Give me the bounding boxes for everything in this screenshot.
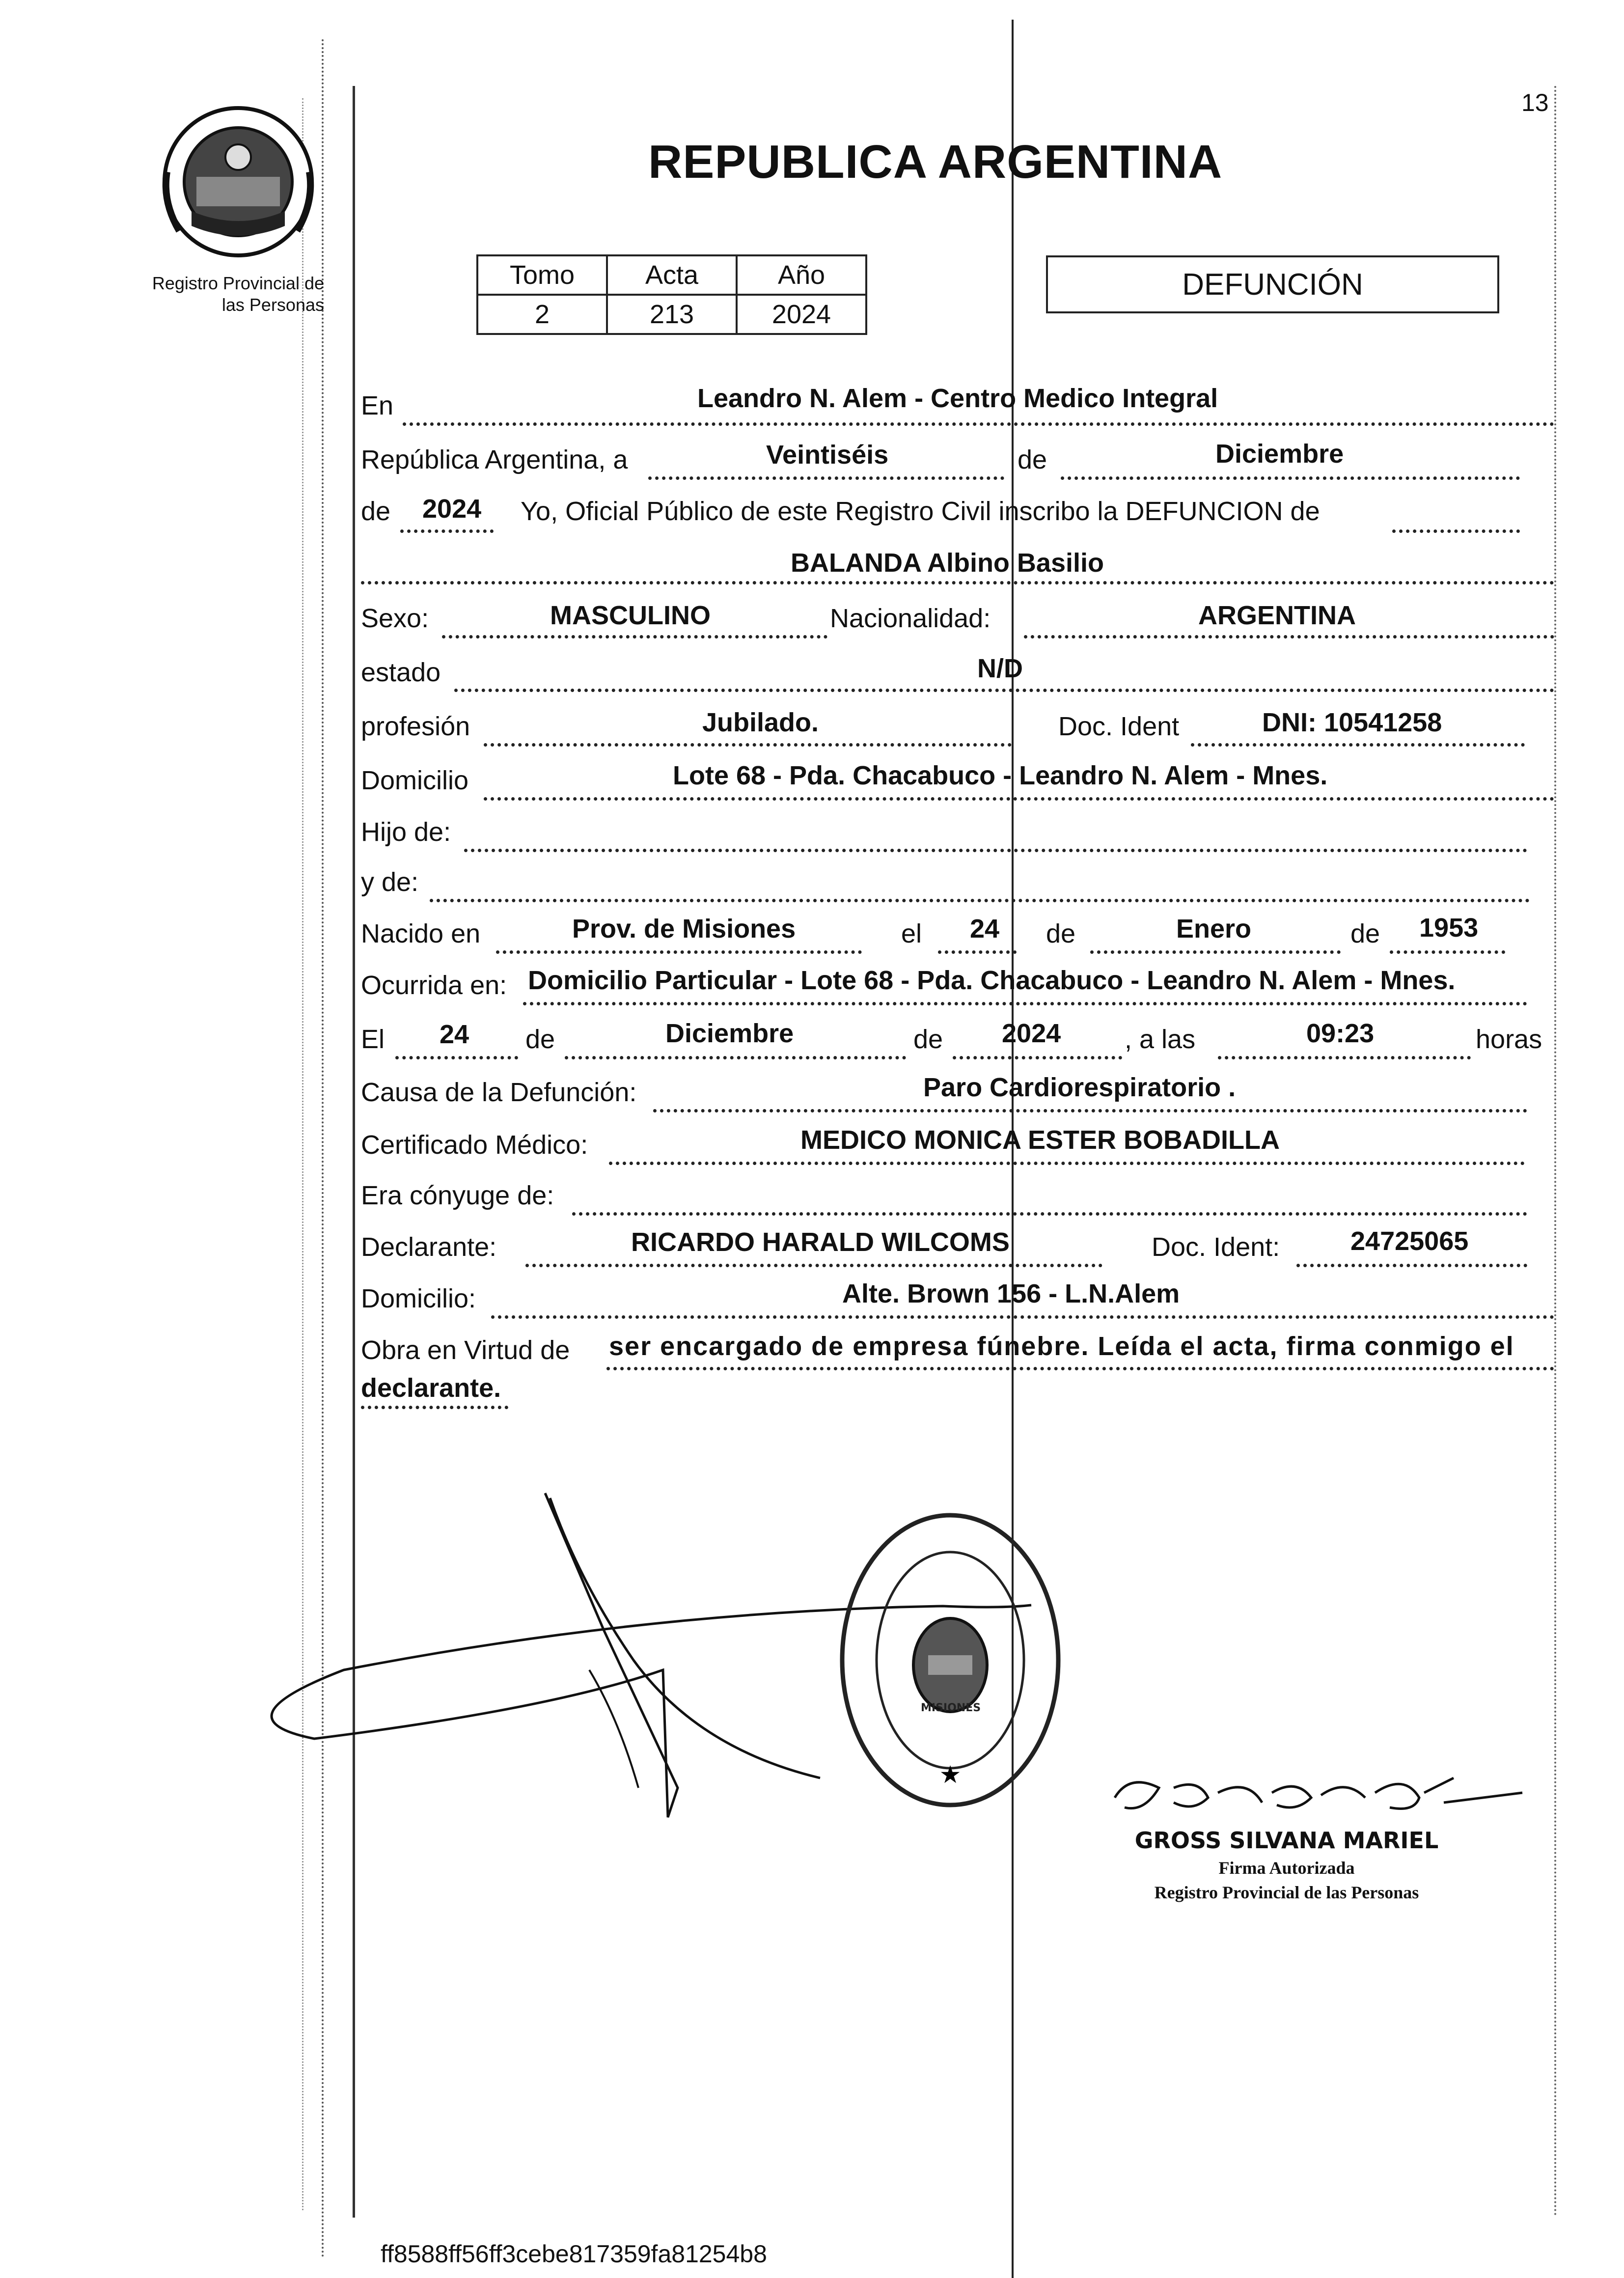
document-hash: ff8588ff56ff3cebe817359fa81254b8	[381, 2240, 767, 2268]
year-prefix-label: de	[361, 497, 391, 526]
officer-dotted-line	[1392, 529, 1520, 533]
death-time-dotted-line	[1218, 1056, 1471, 1059]
republica-label: República Argentina, a	[361, 445, 628, 474]
causa-value: Paro Cardiorespiratorio .	[923, 1073, 1236, 1102]
certificado-dotted-line	[609, 1162, 1525, 1165]
death-year-dotted-line	[953, 1056, 1122, 1059]
en-label: En	[361, 391, 394, 420]
certificado-value: MEDICO MONICA ESTER BOBADILLA	[800, 1125, 1280, 1155]
stamp-inner-text: MISIONES	[921, 1702, 981, 1714]
decl-domicilio-dotted-line	[491, 1315, 1554, 1319]
form-left-border	[353, 86, 355, 2218]
ref-header-tomo: Tomo	[477, 255, 607, 295]
en-value: Leandro N. Alem - Centro Medico Integral	[697, 384, 1218, 413]
registry-caption-line2: las Personas	[221, 295, 324, 315]
birth-year: 1953	[1419, 913, 1479, 943]
record-type-box	[1046, 255, 1499, 313]
profesion-label: profesión	[361, 712, 470, 741]
province-emblem-logo	[157, 103, 319, 260]
estado-dotted-line	[454, 689, 1554, 692]
yde-label: y de:	[361, 867, 419, 897]
sexo-dotted-line	[442, 635, 827, 639]
horas-label: horas	[1476, 1025, 1542, 1054]
doc-ident-label: Doc. Ident	[1058, 712, 1180, 741]
estado-value: N/D	[977, 654, 1023, 683]
ocurrida-value: Domicilio Particular - Lote 68 - Pda. Chacabuco - Leandro N. Alem - Mnes.	[528, 966, 1456, 995]
month-dotted-line	[1061, 476, 1520, 480]
obra-label: Obra en Virtud de	[361, 1335, 570, 1365]
obra-value-line2: declarante.	[361, 1373, 501, 1403]
domicilio-label: Domicilio	[361, 766, 469, 795]
conyuge-dotted-line	[572, 1212, 1527, 1216]
ref-header-acta: Acta	[607, 255, 737, 295]
hijo-dotted-line	[464, 849, 1527, 852]
birth-day: 24	[970, 914, 1000, 944]
domicilio-dotted-line	[484, 797, 1554, 801]
registry-caption-line1: Registro Provincial de	[152, 273, 324, 293]
sexo-value: MASCULINO	[550, 601, 711, 630]
day-value: Veintiséis	[766, 440, 889, 470]
authority-office: Registro Provincial de las Personas	[1154, 1883, 1419, 1902]
birth-de1-label: de	[1046, 919, 1076, 948]
nacionalidad-label: Nacionalidad:	[830, 604, 991, 633]
nacionalidad-dotted-line	[1024, 635, 1554, 639]
birth-de2-label: de	[1350, 919, 1380, 948]
decl-doc-value: 24725065	[1350, 1226, 1469, 1256]
reference-table	[476, 254, 867, 335]
deceased-name: BALANDA Albino Basilio	[791, 548, 1104, 578]
day-dotted-line	[648, 476, 1004, 480]
nacido-label: Nacido en	[361, 919, 481, 948]
officer-text: Yo, Oficial Público de este Registro Civil inscribo la DEFUNCION de	[521, 497, 1320, 526]
death-el-label: El	[361, 1025, 385, 1054]
left-perforation	[322, 39, 324, 2259]
authority-signature	[1100, 1758, 1532, 1832]
page-number: 13	[1521, 89, 1549, 116]
birth-el-label: el	[901, 919, 922, 948]
decl-domicilio-label: Domicilio:	[361, 1284, 476, 1313]
declarante-label: Declarante:	[361, 1232, 497, 1262]
death-year: 2024	[1002, 1019, 1061, 1048]
ocurrida-label: Ocurrida en:	[361, 971, 507, 1000]
ref-value-tomo: 2	[477, 295, 607, 334]
left-perforation-secondary	[302, 98, 303, 2210]
year-value: 2024	[422, 494, 482, 524]
ref-value-anio: 2024	[737, 295, 866, 334]
birth-month-dotted-line	[1090, 950, 1341, 954]
registry-caption	[118, 273, 324, 316]
obra-value-line1: ser encargado de empresa fúnebre. Leída el acta, firma conmigo el	[609, 1332, 1514, 1361]
ref-value-acta: 213	[607, 295, 737, 334]
alas-label: , a las	[1125, 1025, 1196, 1054]
profesion-value: Jubilado.	[702, 708, 819, 737]
profesion-dotted-line	[484, 743, 1012, 747]
birth-day-dotted-line	[938, 950, 1017, 954]
doc-ident-value: DNI: 10541258	[1262, 708, 1442, 737]
obra-dotted-line2	[361, 1406, 508, 1409]
death-de2-label: de	[913, 1025, 943, 1054]
authority-role: Firma Autorizada	[1218, 1858, 1355, 1878]
birth-year-dotted-line	[1390, 950, 1505, 954]
death-day-dotted-line	[395, 1056, 518, 1059]
decl-domicilio-value: Alte. Brown 156 - L.N.Alem	[842, 1279, 1180, 1308]
name-dotted-line	[361, 581, 1554, 584]
nacido-value: Prov. de Misiones	[572, 914, 796, 944]
de-label: de	[1018, 445, 1047, 474]
birth-month: Enero	[1176, 914, 1252, 944]
death-de1-label: de	[525, 1025, 555, 1054]
nacido-dotted-line	[496, 950, 862, 954]
page-title: REPUBLICA ARGENTINA	[648, 136, 1223, 188]
official-seal-stamp	[835, 1508, 1066, 1812]
obra-dotted-line1	[606, 1367, 1554, 1370]
record-type-label: DEFUNCIÓN	[1182, 267, 1363, 302]
en-dotted-line	[403, 422, 1554, 426]
domicilio-value: Lote 68 - Pda. Chacabuco - Leandro N. Alem - Mnes.	[673, 761, 1328, 790]
declarante-dotted-line	[525, 1264, 1102, 1267]
authority-name: GROSS SILVANA MARIEL	[1134, 1827, 1439, 1854]
hijo-label: Hijo de:	[361, 817, 451, 847]
death-day: 24	[440, 1020, 469, 1049]
certificado-label: Certificado Médico:	[361, 1130, 588, 1160]
month-value: Diciembre	[1215, 439, 1344, 469]
yde-dotted-line	[430, 899, 1530, 902]
doc-ident-dotted-line	[1191, 743, 1525, 747]
death-time: 09:23	[1306, 1019, 1375, 1048]
ocurrida-dotted-line	[523, 1002, 1527, 1005]
death-month-dotted-line	[565, 1056, 906, 1059]
declarante-value: RICARDO HARALD WILCOMS	[631, 1227, 1010, 1257]
decl-doc-label: Doc. Ident:	[1152, 1232, 1280, 1262]
causa-dotted-line	[653, 1109, 1527, 1112]
death-month: Diciembre	[665, 1019, 794, 1048]
nacionalidad-value: ARGENTINA	[1198, 601, 1356, 630]
sexo-label: Sexo:	[361, 604, 429, 633]
ref-header-anio: Año	[737, 255, 866, 295]
decl-doc-dotted-line	[1296, 1264, 1527, 1267]
estado-label: estado	[361, 658, 441, 687]
causa-label: Causa de la Defunción:	[361, 1078, 637, 1107]
svg-text:★: ★	[939, 1760, 962, 1789]
conyuge-label: Era cónyuge de:	[361, 1181, 554, 1210]
year-dotted-line	[400, 529, 494, 533]
form-right-border	[1554, 86, 1556, 2218]
